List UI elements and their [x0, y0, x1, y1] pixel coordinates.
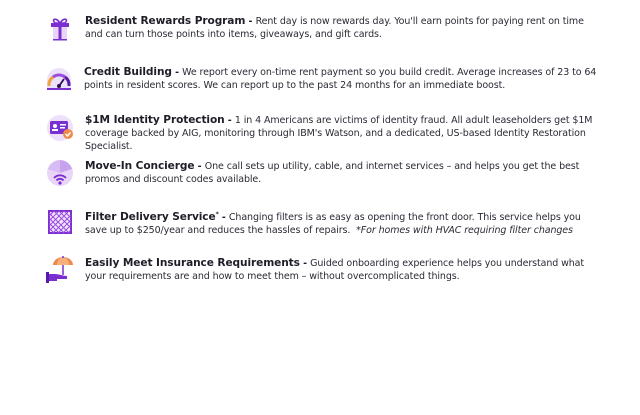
feature-separator: -: [194, 161, 205, 172]
feature-separator: -: [245, 16, 256, 27]
feature-title: Easily Meet Insurance Requirements: [85, 257, 300, 269]
feature-text: [85, 114, 600, 153]
feature-title: Credit Building: [84, 66, 172, 78]
feature-title: Resident Rewards Program: [85, 15, 246, 27]
feature-title: Filter Delivery Service: [85, 211, 216, 224]
feature-text: [84, 66, 604, 92]
feature-separator: -: [299, 258, 311, 269]
identity-card-shield-icon: [45, 113, 75, 143]
gift-icon: [45, 14, 75, 44]
feature-title: $1M Identity Protection: [85, 114, 225, 126]
air-filter-icon: [45, 207, 75, 237]
feature-footnote: *For homes with HVAC requiring filter changes: [356, 225, 573, 237]
feature-separator: -: [218, 212, 229, 224]
feature-separator: -: [224, 115, 235, 126]
wifi-utilities-icon: [45, 158, 75, 188]
credit-gauge-icon: [44, 64, 74, 94]
feature-text: [85, 208, 600, 237]
feature-text: [85, 257, 595, 283]
feature-description: Guided onboarding experience helps you understand what your requirements are and how to meet them – without overcomplicated things.: [85, 258, 585, 282]
umbrella-hand-icon: [45, 255, 75, 285]
feature-description: Rent day is now rewards day. You'll earn points for paying rent on time and can turn those points into items, giveaways, and gift cards.: [85, 16, 584, 40]
feature-description: 1 in 4 Americans are victims of identity fraud. All adult leaseholders get $1M coverage backed by AIG, monitoring through IBM's Watson, and a dedicated, US-based Identity Restoration Specialist.: [85, 115, 593, 152]
feature-text: [85, 15, 595, 41]
feature-title: Move-In Concierge: [85, 160, 195, 172]
feature-description: One call sets up utility, cable, and internet services – and helps you get the best promos and discount codes available.: [85, 161, 580, 185]
feature-title-mark: *: [215, 211, 219, 218]
feature-description: Changing filters is as easy as opening the front door. This service helps you save up to $250/year and reduces the hassles of repairs.: [85, 212, 581, 237]
feature-description: We report every on-time rent payment so you build credit. Average increases of 23 to 64 points in resident scores. We can report up to the past 24 months for an immediate boost.: [84, 67, 597, 91]
feature-separator: -: [171, 67, 183, 78]
feature-text: [85, 160, 595, 186]
